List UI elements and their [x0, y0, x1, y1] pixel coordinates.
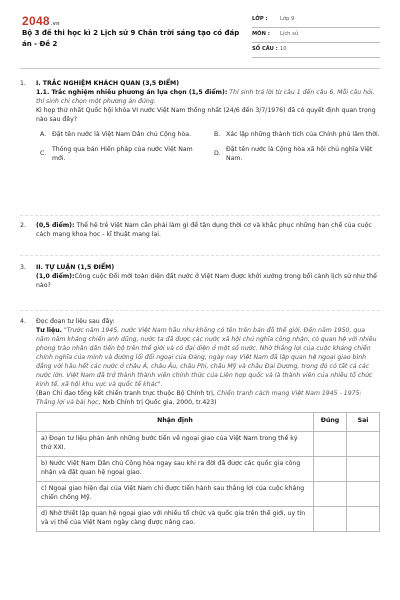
divider — [20, 215, 380, 216]
false-cell[interactable] — [347, 456, 380, 481]
question-2 — [20, 222, 380, 240]
source-citation: (Ban Chỉ đạo tổng kết chiến tranh trực thuộc Bộ Chính trị, Chiến tranh cách mạng Việt Nam 1945 - 1975: Thắng lợi và bài học, Nxb Chính trị Quốc gia, 2000, tr.423) — [36, 389, 362, 406]
question-number: 3. — [20, 264, 26, 271]
table-row — [37, 506, 380, 531]
question-number: 2. — [20, 222, 26, 229]
meta-label: LỚP : — [252, 16, 268, 23]
source-quote: Tư liệu. "Trước năm 1945, nước Việt Nam hầu như không có tên trên bản đồ thế giới. Đến năm 1950, qua năm năm kháng chiến anh dũng, nước ta đã được các nước xã hội chủ nghĩa công nhận, có quan hệ với nhiều phong trào nhân dân tiến bộ trên thế giới và có đại diện ở một số nước. Nhờ thắng lợi của cuộc kháng chiến chính nghĩa của mình và đường lối đối ngoại của Đảng, ngày nay Việt Nam đã lập quan hệ ngoại giao bình đẳng với hầu hết các nước ở châu Á, châu Âu, châu Phi, châu Mỹ và châu Đại Dương, trong đó có tất cả các nước lớn. Việt Nam đã trở thành thành viên chính thức của Liên hợp quốc và là thành viên của nhiều tổ chức kinh tế, xã hội khu vực và quốc tế khác". — [36, 326, 377, 388]
question-intro: Đọc đoạn tư liệu sau đây: — [36, 318, 115, 325]
site-logo[interactable]: 2048.vn — [22, 14, 60, 28]
question-1 — [20, 80, 380, 164]
statement-cell: b) Nước Việt Nam Dân chủ Cộng hòa ngay sau khi ra đời đã được các quốc gia công nhận và đặt quan hệ ngoại giao. — [37, 456, 314, 481]
header-true: Đúng — [314, 412, 347, 431]
question-text: (0,5 điểm): Thế hệ trẻ Việt Nam cần phải làm gì để tận dụng thời cơ và khắc phục những hạn chế của cuộc cách mạng khoa học - kĩ thuật mang lại. — [36, 222, 372, 238]
question-text: (1,0 điểm):Công cuộc Đổi mới toàn diện đất nước ở Việt Nam được khởi xướng trong bối cảnh lịch sử như thế nào? — [36, 272, 377, 289]
true-cell[interactable] — [314, 481, 347, 506]
subsection-instruction: 1.1. Trắc nghiệm nhiều phương án lựa chọn (1,5 điểm): Thí sinh trả lời từ câu 1 đến câu 6. Mỗi câu hỏi, thí sinh chỉ chọn một phương án đúng. — [36, 88, 375, 105]
header-false: Sai — [347, 412, 380, 431]
divider — [20, 310, 380, 311]
section-heading: I. TRẮC NGHIỆM KHÁCH QUAN (3,5 ĐIỂM) — [36, 80, 180, 87]
table-row — [37, 431, 380, 456]
table-row — [37, 481, 380, 506]
question-3 — [20, 264, 380, 291]
false-cell[interactable] — [347, 506, 380, 531]
header-statement: Nhận định — [37, 412, 314, 431]
document-title: Bộ 3 đề thi học kì 2 Lịch sử 9 Chân trời sáng tạo có đáp án - Đề 2 — [22, 29, 240, 48]
meta-label: SỐ CÂU : — [252, 46, 278, 53]
question-number: 1. — [20, 80, 26, 87]
statement-cell: d) Nhờ thiết lập quan hệ ngoại giao với nhiều tổ chức và quốc gia trên thế giới, uy tín và vị thế của Việt Nam ngày càng được nâng cao. — [37, 506, 314, 531]
table-row — [37, 456, 380, 481]
meta-value: 10 — [280, 46, 287, 53]
question-number: 4. — [20, 318, 26, 325]
option-a[interactable]: A. Đặt tên nước là Việt Nam Dân chủ Cộng hòa. — [40, 130, 192, 138]
false-cell[interactable] — [347, 481, 380, 506]
true-cell[interactable] — [314, 456, 347, 481]
option-d[interactable]: D. Đặt tên nước là Cộng hòa xã hội chủ nghĩa Việt Nam. — [214, 145, 373, 162]
question-text: Kì họp thứ nhất Quốc hội khóa VI nước Việt Nam thống nhất (24/6 đến 3/7/1976) đã có quyết định quan trọng nào sau đây? — [36, 106, 376, 123]
meta-class-row — [252, 13, 380, 28]
meta-count-row — [252, 43, 380, 58]
header-divider — [20, 68, 380, 69]
false-cell[interactable] — [347, 431, 380, 456]
statement-cell: c) Ngoại giao hiện đại của Việt Nam chỉ được tiến hành sau thắng lợi của cuộc kháng chiến chống Mỹ. — [37, 481, 314, 506]
meta-box — [252, 13, 380, 58]
true-cell[interactable] — [314, 506, 347, 531]
option-b[interactable]: B. Xác lập những thành tích của Chính phủ lâm thời. — [214, 130, 380, 138]
meta-value: Lịch sử — [280, 31, 299, 38]
meta-label: MÔN : — [252, 31, 270, 38]
option-c[interactable]: C. Thông qua bản Hiến pháp của nước Việt Nam mới. — [40, 145, 193, 162]
true-false-table — [36, 412, 380, 532]
answer-options — [40, 131, 380, 164]
table-header-row — [37, 412, 380, 431]
meta-subject-row — [252, 28, 380, 43]
question-4 — [20, 318, 380, 532]
statement-cell: a) Đoạn tư liệu phản ánh những bước tiến về ngoại giao của Việt Nam trong thế kỷ thứ XXI. — [37, 431, 314, 456]
divider — [20, 255, 380, 256]
meta-value: Lớp 9 — [280, 16, 295, 23]
true-cell[interactable] — [314, 431, 347, 456]
section-heading: II. TỰ LUẬN (1,5 ĐIỂM) — [36, 264, 115, 271]
